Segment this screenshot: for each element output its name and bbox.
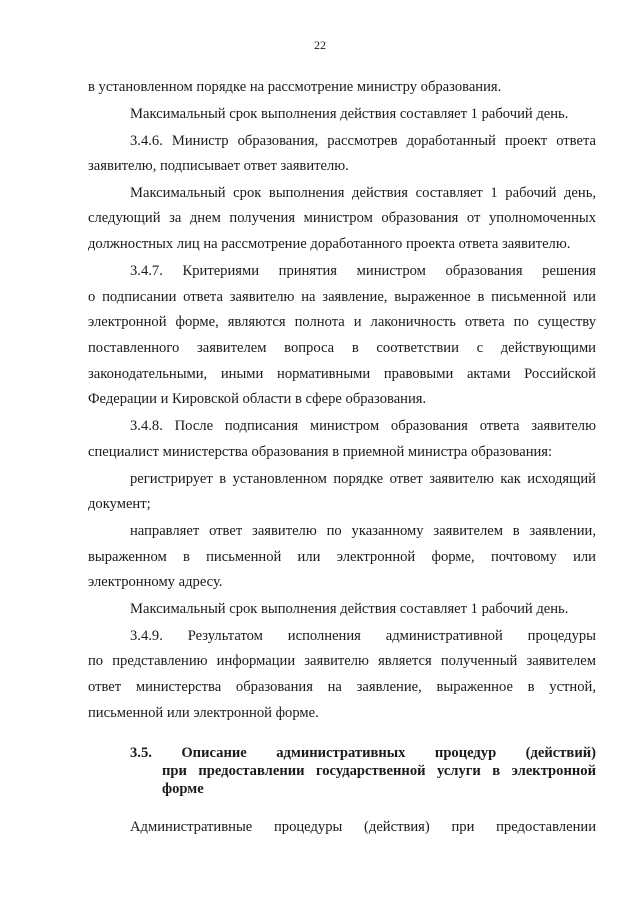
text-line: Максимальный срок выполнения действия составляет 1 рабочий день. bbox=[130, 601, 569, 617]
text-line: электронной форме, являются полнота и лаконичность ответа по существу bbox=[88, 314, 596, 330]
text-line: 3.4.8. После подписания министром образования ответа заявителю bbox=[130, 418, 596, 434]
text-line: Федерации и Кировской области в сфере образования. bbox=[88, 391, 427, 407]
text-line: Административные процедуры (действия) при предоставлении bbox=[130, 819, 596, 835]
text-line: о подписании ответа заявителю на заявление, выраженное в письменной или bbox=[88, 289, 596, 305]
text-line: 3.4.7. Критериями принятия министром образования решения bbox=[130, 263, 596, 279]
text-line: документ; bbox=[88, 496, 151, 512]
section-heading: 3.5. Описание административных процедур (действий) bbox=[130, 745, 596, 761]
text-line: выраженном в письменной или электронной форме, почтовому или bbox=[88, 549, 596, 565]
text-line: электронному адресу. bbox=[88, 574, 223, 590]
text-line: должностных лиц на рассмотрение доработанного проекта ответа заявителю. bbox=[88, 236, 571, 252]
text-line: Максимальный срок выполнения действия составляет 1 рабочий день, bbox=[130, 185, 596, 201]
text-line: направляет ответ заявителю по указанному заявителем в заявлении, bbox=[130, 523, 596, 539]
section-heading: при предоставлении государственной услуги в электронной bbox=[162, 763, 596, 779]
text-line: в установленном порядке на рассмотрение министру образования. bbox=[88, 79, 502, 95]
section-heading: форме bbox=[162, 781, 204, 797]
text-line: специалист министерства образования в приемной министра образования: bbox=[88, 444, 553, 460]
text-line: заявителю, подписывает ответ заявителю. bbox=[88, 158, 349, 174]
text-line: 3.4.9. Результатом исполнения административной процедуры bbox=[130, 628, 596, 644]
text-line: письменной или электронной форме. bbox=[88, 705, 319, 721]
text-line: поставленного заявителем вопроса в соответствии с действующими bbox=[88, 340, 596, 356]
text-line: следующий за днем получения министром образования от уполномоченных bbox=[88, 210, 596, 226]
text-line: регистрирует в установленном порядке ответ заявителю как исходящий bbox=[130, 471, 596, 487]
text-line: ответ министерства образования на заявление, выраженное в устной, bbox=[88, 679, 596, 695]
page-number: 22 bbox=[314, 38, 326, 52]
text-line: 3.4.6. Министр образования, рассмотрев доработанный проект ответа bbox=[130, 133, 596, 149]
text-line: по представлению информации заявителю является полученный заявителем bbox=[88, 653, 596, 669]
text-line: законодательными, иными нормативными правовыми актами Российской bbox=[88, 366, 596, 382]
text-line: Максимальный срок выполнения действия составляет 1 рабочий день. bbox=[130, 106, 569, 122]
